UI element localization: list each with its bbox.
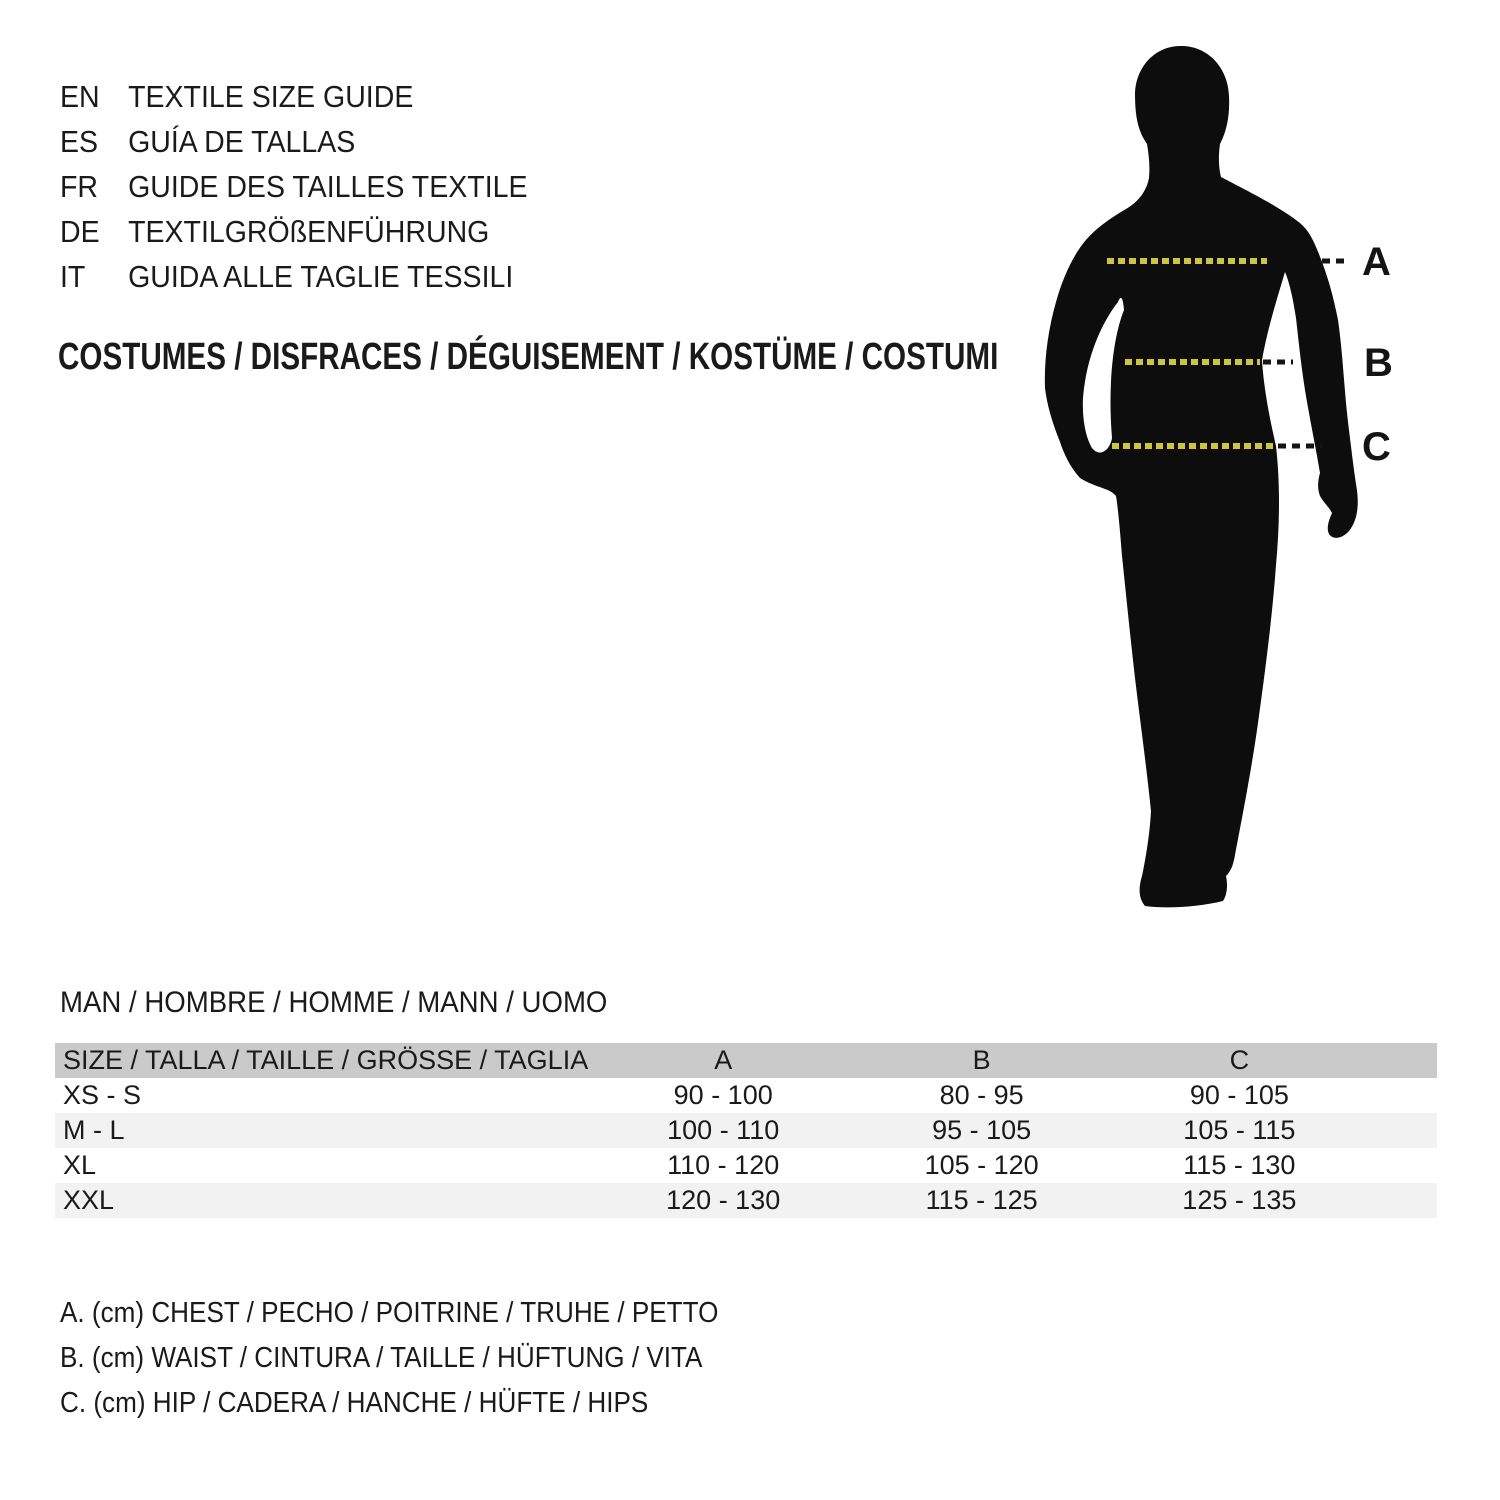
man-silhouette [1045, 46, 1358, 907]
language-code: ES [60, 123, 99, 159]
measure-label-a: A [1362, 240, 1391, 284]
category-title: COSTUMES / DISFRACES / DÉGUISEMENT / KOSTÜME / COSTUMI [58, 336, 999, 378]
value-cell-a: 110 - 120 [667, 1150, 780, 1180]
note-line-b: B. (cm) WAIST / CINTURA / TAILLE / HÜFTUNG / VITA [60, 1342, 703, 1374]
size-cell: XXL [63, 1185, 115, 1215]
value-cell-b: 80 - 95 [939, 1080, 1024, 1110]
size-cell: XL [63, 1150, 97, 1180]
row-spacer-cell [1368, 1113, 1437, 1148]
size-cell: XS - S [63, 1080, 142, 1110]
language-row [60, 164, 528, 209]
row-spacer-cell [1368, 1183, 1437, 1218]
note-line-c: C. (cm) HIP / CADERA / HANCHE / HÜFTE / HIPS [60, 1387, 649, 1419]
measurement-notes [60, 1291, 718, 1426]
value-cell-b: 105 - 120 [924, 1150, 1039, 1180]
size-table-header-row [55, 1043, 1437, 1078]
language-label: GUIDA ALLE TAGLIE TESSILI [128, 258, 514, 294]
section-title: MAN / HOMBRE / HOMME / MANN / UOMO [60, 986, 608, 1019]
language-label: GUIDE DES TAILLES TEXTILE [128, 168, 528, 204]
value-cell-b: 115 - 125 [925, 1185, 1038, 1215]
language-row [60, 74, 528, 119]
language-label: TEXTILGRÖßENFÜHRUNG [128, 213, 490, 249]
size-cell: M - L [63, 1115, 125, 1145]
language-code: EN [60, 78, 100, 114]
column-header-a: A [714, 1045, 733, 1075]
measure-label-c: C [1362, 425, 1391, 469]
row-spacer-cell [1368, 1078, 1437, 1113]
language-row [60, 254, 528, 299]
size-column-header: SIZE / TALLA / TAILLE / GRÖSSE / TAGLIA [63, 1045, 589, 1075]
note-line-a: A. (cm) CHEST / PECHO / POITRINE / TRUHE / PETTO [60, 1297, 719, 1329]
value-cell-c: 125 - 135 [1182, 1185, 1297, 1215]
measurement-figure [1030, 30, 1480, 950]
column-header-b: B [972, 1045, 991, 1075]
language-code: IT [60, 258, 86, 294]
language-code: FR [60, 168, 99, 204]
value-cell-c: 105 - 115 [1183, 1115, 1296, 1145]
value-cell-a: 100 - 110 [667, 1115, 780, 1145]
header-spacer-cell [1368, 1043, 1437, 1078]
value-cell-c: 115 - 130 [1183, 1150, 1296, 1180]
language-row [60, 209, 528, 254]
row-spacer-cell [1368, 1148, 1437, 1183]
size-row-xs-s [55, 1078, 1437, 1113]
language-label: TEXTILE SIZE GUIDE [128, 78, 414, 114]
language-code: DE [60, 213, 100, 249]
value-cell-a: 90 - 100 [673, 1080, 773, 1110]
size-row-xxl [55, 1183, 1437, 1218]
value-cell-a: 120 - 130 [666, 1185, 781, 1215]
size-table [55, 1043, 1437, 1218]
size-row-xl [55, 1148, 1437, 1183]
language-label: GUÍA DE TALLAS [128, 123, 356, 159]
value-cell-c: 90 - 105 [1189, 1080, 1289, 1110]
value-cell-b: 95 - 105 [932, 1115, 1032, 1145]
size-row-m-l [55, 1113, 1437, 1148]
column-header-c: C [1229, 1045, 1250, 1075]
language-list [60, 74, 528, 299]
language-row [60, 119, 528, 164]
measure-label-b: B [1364, 341, 1393, 385]
